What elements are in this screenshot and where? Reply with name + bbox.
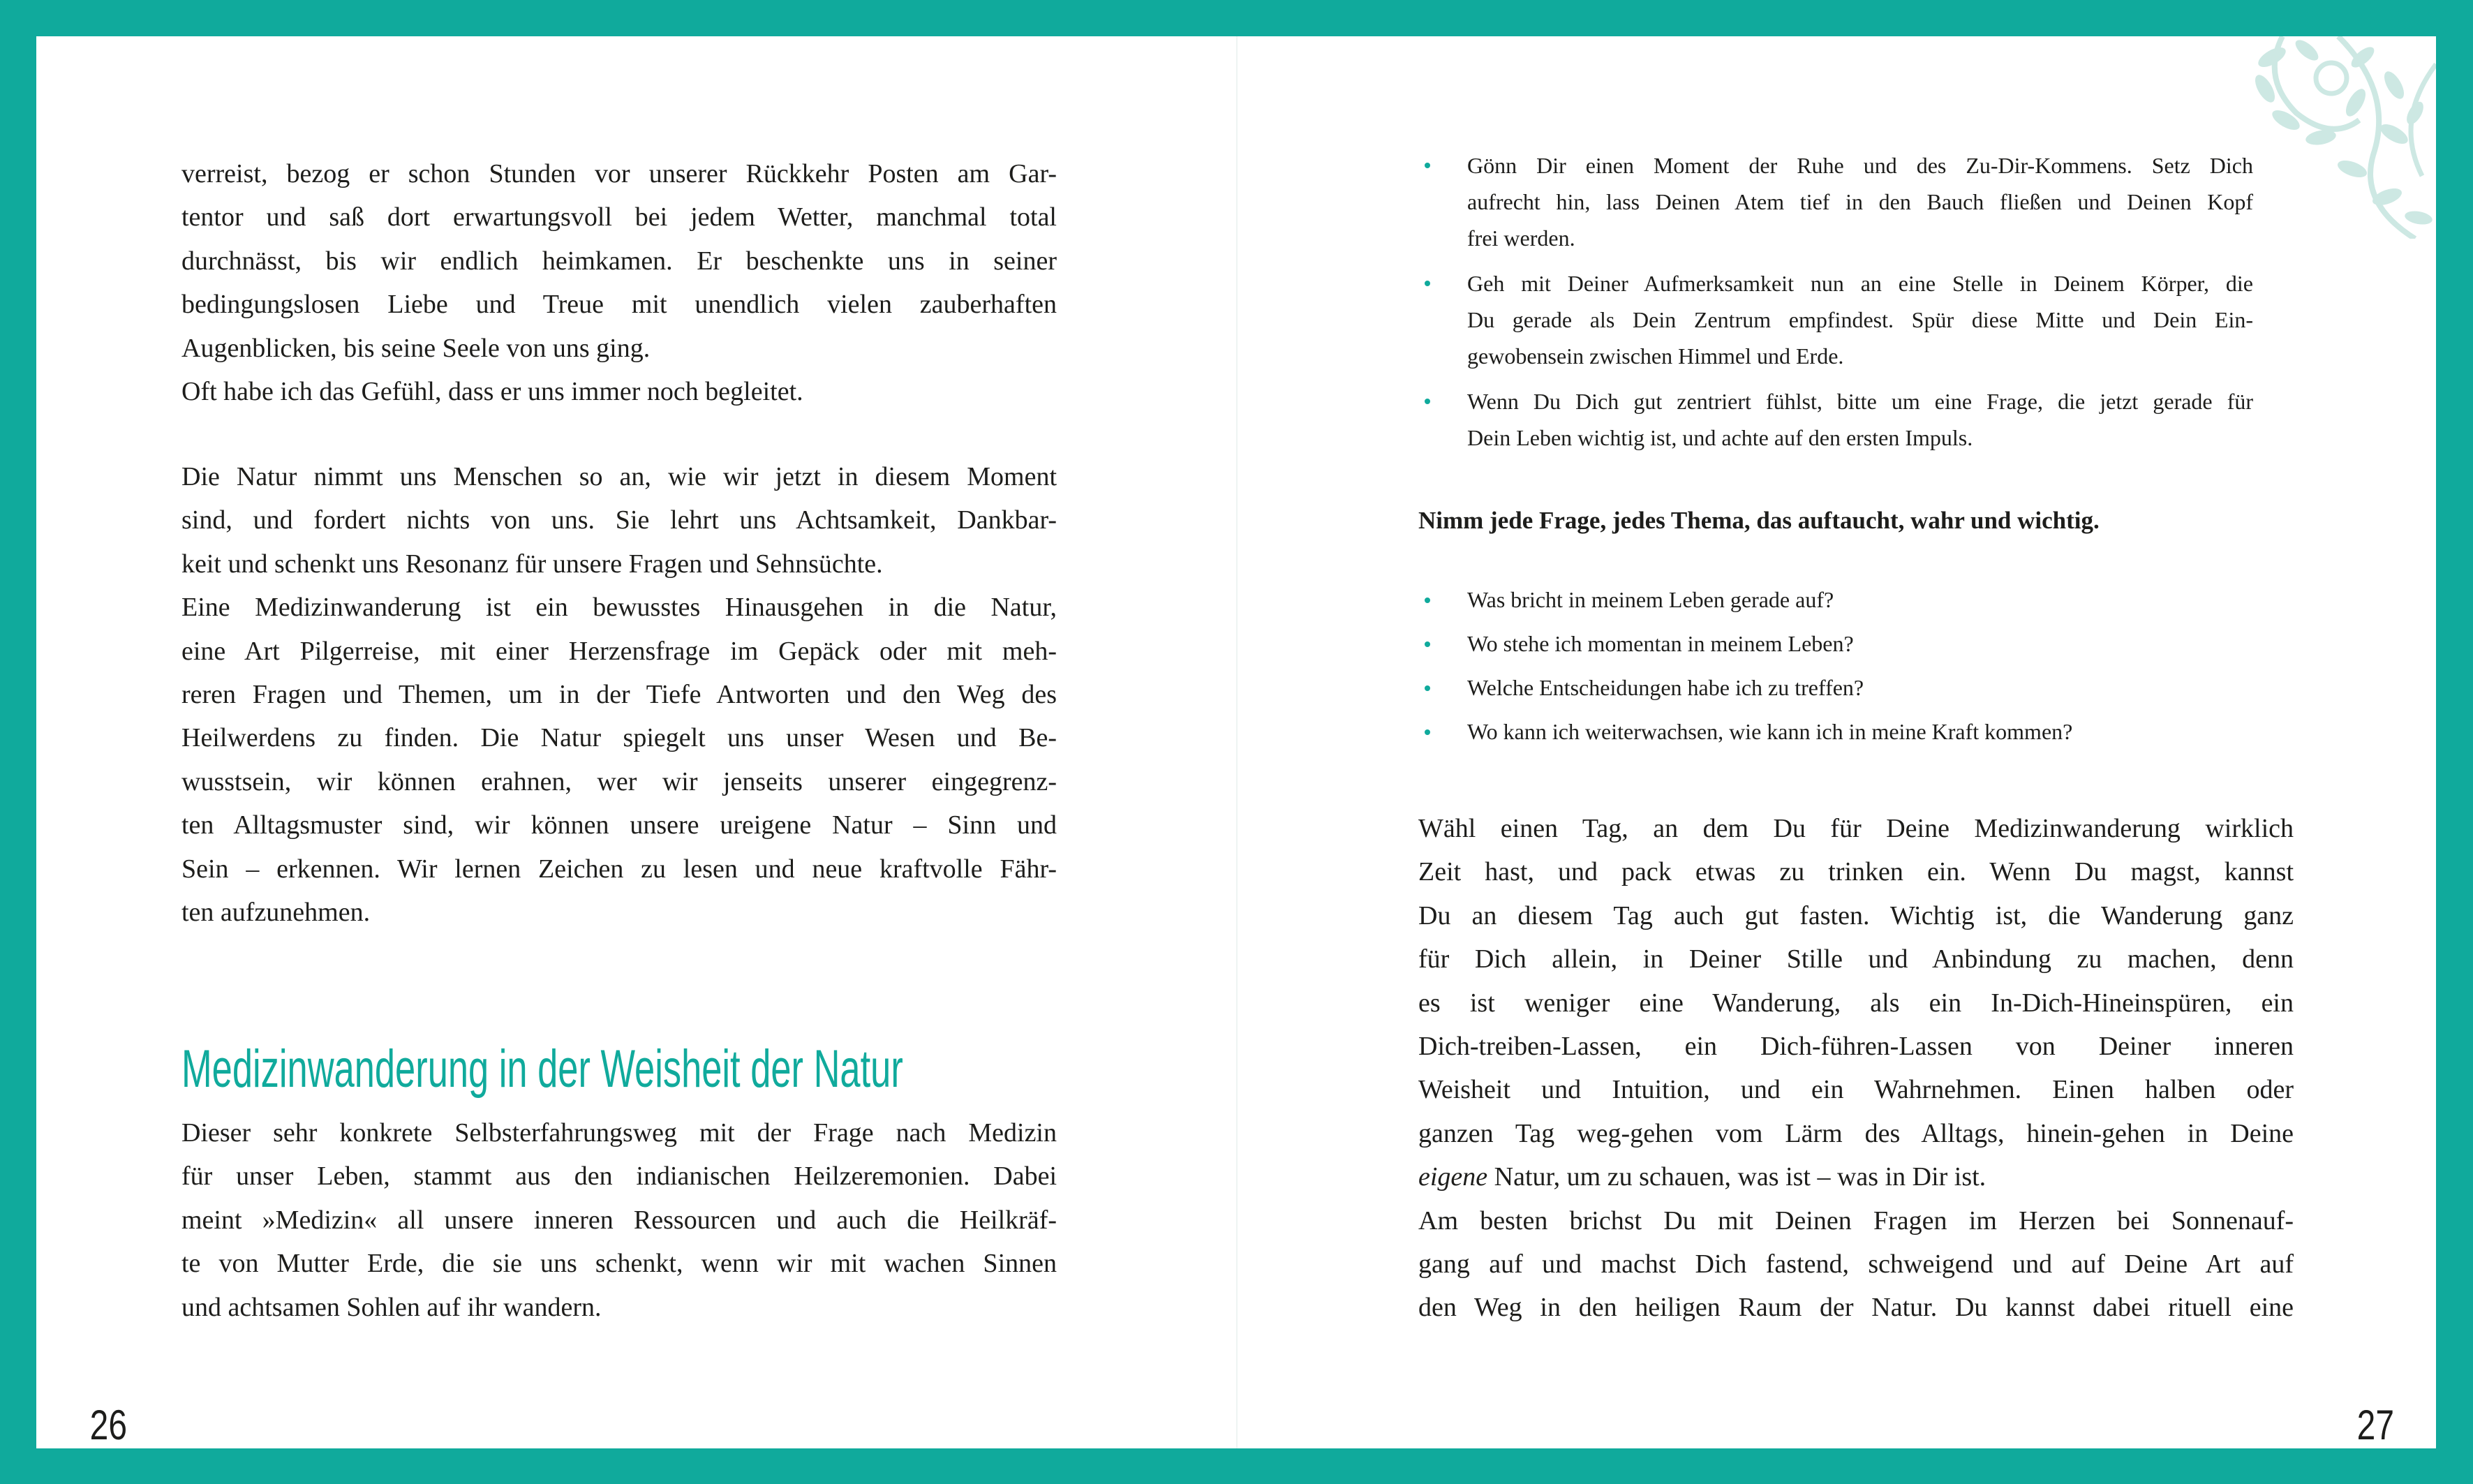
text-line: Du an diesem Tag auch gut fasten. Wichtig ist, die Wanderung ganz — [1418, 900, 2294, 930]
page-fold — [1236, 36, 1238, 1448]
text-line: sind, und fordert nichts von uns. Sie lehrt uns Achtsamkeit, Dankbar- — [181, 505, 1057, 535]
step-item — [1425, 383, 2253, 456]
book-spread — [36, 36, 2436, 1448]
steps-list — [1425, 147, 2253, 465]
bullet-icon — [1425, 685, 1430, 691]
left-paragraph-3 — [181, 1111, 1057, 1329]
text-line: aufrecht hin, lass Deinen Atem tief in den Bauch fließen und Deinen Kopf — [1467, 189, 2253, 214]
question-item — [1425, 666, 2253, 710]
right-paragraph — [1418, 807, 2294, 1330]
text-line: reren Fragen und Themen, um in der Tiefe Antworten und den Weg des — [181, 679, 1057, 709]
question-text: Was bricht in meinem Leben gerade auf? — [1467, 587, 1834, 612]
text-line: te von Mutter Erde, die sie uns schenkt, wenn wir mit wachen Sinnen — [181, 1249, 1057, 1279]
text-line: Du gerade als Dein Zentrum empfindest. Spür diese Mitte und Dein Ein- — [1467, 307, 2253, 332]
text-line: Wähl einen Tag, an dem Du für Deine Medizinwanderung wirklich — [1418, 814, 2294, 843]
text-line: Die Natur nimmt uns Menschen so an, wie wir jetzt in diesem Moment — [181, 462, 1057, 491]
text-line: bedingungslosen Liebe und Treue mit unendlich vielen zauberhaften — [181, 290, 1057, 320]
left-paragraph-1 — [181, 152, 1057, 413]
step-item — [1425, 265, 2253, 374]
text-line: Am besten brichst Du mit Deinen Fragen im Herzen bei Sonnenauf- — [1418, 1205, 2294, 1236]
text-line — [1418, 1155, 2294, 1199]
text-line: ten Alltagsmuster sind, wir können unsere ureigene Natur – Sinn und — [181, 810, 1057, 840]
page-number-left: 26 — [89, 1402, 128, 1448]
question-text: Wo stehe ich momentan in meinem Leben? — [1467, 631, 1854, 656]
text-line: für Dich allein, in Deiner Stille und Anbindung zu machen, denn — [1418, 944, 2294, 974]
text-line: gang auf und machst Dich fastend, schweigend und auf Deine Art auf — [1418, 1249, 2294, 1279]
bullet-icon — [1425, 641, 1430, 647]
bullet-icon — [1425, 163, 1430, 168]
section-heading: Medizinwanderung in der Weisheit der Natur — [181, 1039, 903, 1099]
text-line: gewobensein zwischen Himmel und Erde. — [1467, 343, 1844, 369]
text-line: Geh mit Deiner Aufmerksamkeit nun an eine Stelle in Deinem Körper, die — [1467, 271, 2253, 296]
text-line: ten aufzunehmen. — [181, 897, 371, 927]
italic-word: eigene — [1418, 1162, 1488, 1192]
text-line: für unser Leben, stammt aus den indianischen Heilzeremonien. Dabei — [181, 1162, 1057, 1192]
text-line: Heilwerdens zu finden. Die Natur spiegelt uns unser Wesen und Be- — [181, 723, 1057, 753]
text-line: eine Art Pilgerreise, mit einer Herzensfrage im Gepäck oder mit meh- — [181, 636, 1057, 666]
text-line: Dich-treiben-Lassen, ein Dich-führen-Lassen von Deiner inneren — [1418, 1031, 2294, 1061]
bullet-icon — [1425, 729, 1430, 735]
text-line: Eine Medizinwanderung ist ein bewusstes Hinausgehen in die Natur, — [181, 593, 1057, 623]
bullet-icon — [1425, 598, 1430, 603]
text-line: Sein – erkennen. Wir lernen Zeichen zu lesen und neue kraftvolle Fähr- — [181, 854, 1057, 884]
text-line: Zeit hast, und pack etwas zu trinken ein. Wenn Du magst, kannst — [1418, 857, 2294, 887]
text-line: Gönn Dir einen Moment der Ruhe und des Zu-Dir-Kommens. Setz Dich — [1467, 153, 2253, 178]
text-line: frei werden. — [1467, 225, 1575, 251]
text-line: den Weg in den heiligen Raum der Natur. Du kannst dabei rituell eine — [1418, 1293, 2294, 1323]
text-line: Dieser sehr konkrete Selbsterfahrungsweg mit der Frage nach Medizin — [181, 1118, 1057, 1148]
left-paragraph-2 — [181, 455, 1057, 934]
text-line: tentor und saß dort erwartungsvoll bei jedem Wetter, manchmal total — [181, 202, 1057, 232]
text-line: Dein Leben wichtig ist, und achte auf den ersten Impuls. — [1467, 425, 1973, 450]
questions-list — [1425, 578, 2253, 754]
text-line: Oft habe ich das Gefühl, dass er uns immer noch begleitet. — [181, 376, 803, 406]
text-line: Augenblicken, bis seine Seele von uns ging. — [181, 333, 651, 363]
bullet-icon — [1425, 281, 1430, 286]
text-fragment: Natur, um zu schauen, was ist – was in Dir ist. — [1487, 1162, 1986, 1192]
text-line: Weisheit und Intuition, und ein Wahrnehmen. Einen halben oder — [1418, 1075, 2294, 1105]
text-line: verreist, bezog er schon Stunden vor unserer Rückkehr Posten am Gar- — [181, 159, 1057, 188]
text-line: keit und schenkt uns Resonanz für unsere Fragen und Sehnsüchte. — [181, 549, 883, 579]
floral-ornament-icon — [2255, 36, 2436, 239]
question-text: Welche Entscheidungen habe ich zu treffen? — [1467, 675, 1864, 700]
text-line: ganzen Tag weg-gehen vom Lärm des Alltags, hinein-gehen in Deine — [1418, 1118, 2294, 1148]
text-line: wusstsein, wir können erahnen, wer wir jenseits unserer eingegrenz- — [181, 766, 1057, 796]
text-line: es ist weniger eine Wanderung, als ein In-Dich-Hineinspüren, ein — [1418, 988, 2294, 1018]
question-item — [1425, 710, 2253, 754]
question-item — [1425, 578, 2253, 622]
page-number-right: 27 — [2356, 1402, 2395, 1448]
bullet-icon — [1425, 399, 1430, 404]
text-line: Wenn Du Dich gut zentriert fühlst, bitte um eine Frage, die jetzt gerade für — [1467, 389, 2253, 414]
bold-statement: Nimm jede Frage, jedes Thema, das auftaucht, wahr und wichtig. — [1418, 507, 2100, 534]
question-text: Wo kann ich weiterwachsen, wie kann ich in meine Kraft kommen? — [1467, 719, 2073, 744]
step-item — [1425, 147, 2253, 256]
text-line: meint »Medizin« all unsere inneren Ressourcen und auch die Heilkräf- — [181, 1205, 1057, 1235]
text-line: durchnässt, bis wir endlich heimkamen. Er beschenkte uns in seiner — [181, 246, 1057, 276]
question-item — [1425, 622, 2253, 666]
text-line: und achtsamen Sohlen auf ihr wandern. — [181, 1292, 602, 1322]
